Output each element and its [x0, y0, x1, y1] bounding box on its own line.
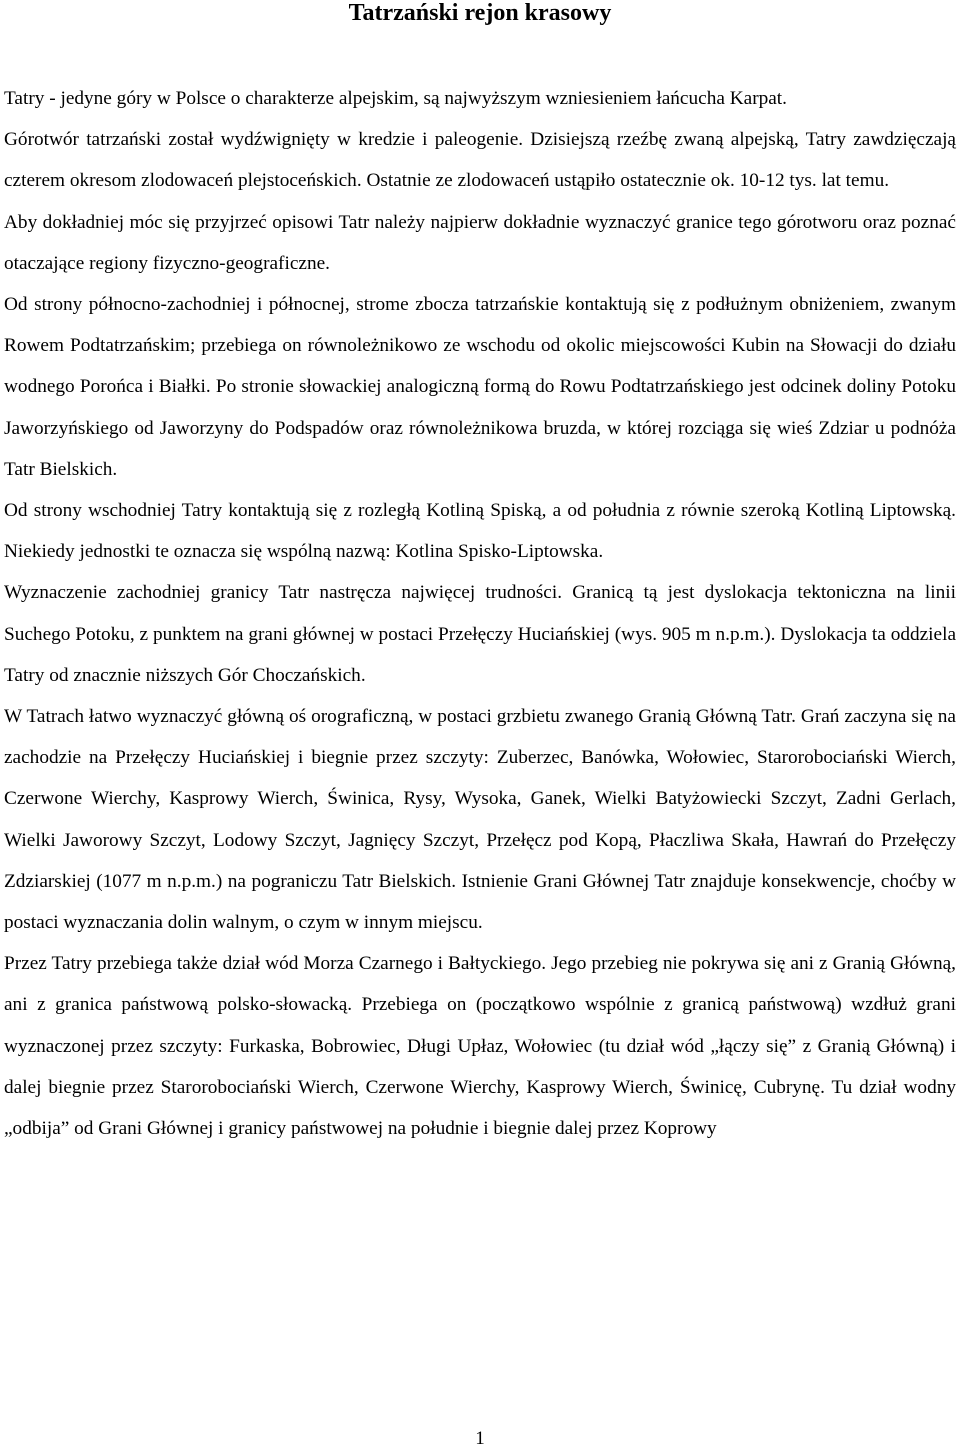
paragraph: Wyznaczenie zachodniej granicy Tatr nastręcza najwięcej trudności. Granicą tą jest dyslokacja tektoniczna na linii Suchego Potoku, z punktem na grani głównej w postaci Przełęczy Huciańskiej (wys. 905 m n.p.m.). Dyslokacja ta oddziela Tatry od znacznie niższych Gór Choczańskich. — [4, 582, 956, 686]
paragraph: W Tatrach łatwo wyznaczyć główną oś orograficzną, w postaci grzbietu zwanego Granią Główną Tatr. Grań zaczyna się na zachodzie na Przełęczy Huciańskiej i biegnie przez szczyty: Zuberzec, Banówka, Wołowiec, Starorobociański Wierch, Czerwone Wierchy, Kasprowy Wierch, Świnica, Rysy, Wysoka, Ganek, Wielki Batyżowiecki Szczyt, Zadni Gerlach, Wielki Jaworowy Szczyt, Lodowy Szczyt, Jagnięcy Szczyt, Przełęcz pod Kopą, Płaczliwa Skała, Hawrań do Przełęczy Zdziarskiej (1077 m n.p.m.) na pograniczu Tatr Bielskich. Istnienie Grani Głównej Tatr znajduje konsekwencje, choćby w postaci wyznaczania dolin walnym, o czym w innym miejscu. — [4, 706, 956, 934]
paragraph: Aby dokładniej móc się przyjrzeć opisowi Tatr należy najpierw dokładnie wyznaczyć granice tego górotworu oraz poznać otaczające regiony fizyczno-geograficzne. — [4, 211, 956, 274]
page-number: 1 — [475, 1428, 485, 1449]
paragraph: Od strony północno-zachodniej i północnej, strome zbocza tatrzańskie kontaktują się z podłużnym obniżeniem, zwanym Rowem Podtatrzańskim; przebiega on równoleżnikowo ze wschodu od okolic miejscowości Kubin na Słowacji do działu wodnego Porońca i Białki. Po stronie słowackiej analogiczną formą do Rowu Podtatrzańskiego jest odcinek doliny Potoku Jaworzyńskiego od Jaworzyny do Podspadów oraz równoleżnikowa bruzda, w której rozciąga się wieś Zdziar u podnóża Tatr Bielskich. — [4, 294, 956, 480]
paragraph: Przez Tatry przebiega także dział wód Morza Czarnego i Bałtyckiego. Jego przebieg nie pokrywa się ani z Granią Główną, ani z granica państwową polsko-słowacką. Przebiega on (początkowo wspólnie z granicą państwową) wzdłuż grani wyznaczonej przez szczyty: Furkaska, Bobrowiec, Długi Upłaz, Wołowiec (tu dział wód „łączy się” z Granią Główną) i dalej biegnie przez Starorobociański Wierch, Czerwone Wierchy, Kasprowy Wierch, Świnicę, Cubrynę. Tu dział wodny „odbija” od Grani Głównej i granicy państwowej na południe i biegnie dalej przez Koprowy — [4, 953, 956, 1140]
paragraph: Od strony wschodniej Tatry kontaktują się z rozległą Kotliną Spiską, a od południa z równie szeroką Kotliną Liptowską. Niekiedy jednostki te oznacza się wspólną nazwą: Kotlina Spisko-Liptowska. — [4, 500, 956, 563]
document-title: Tatrzański rejon krasowy — [348, 0, 612, 26]
paragraph: Tatry - jedyne góry w Polsce o charakterze alpejskim, są najwyższym wzniesieniem łańcucha Karpat. — [4, 88, 787, 109]
paragraph: Górotwór tatrzański został wydźwignięty w kredzie i paleogenie. Dzisiejszą rzeźbę zwaną alpejską, Tatry zawdzięczają czterem okresom zlodowaceń plejstoceńskich. Ostatnie ze zlodowaceń ustąpiło ostatecznie ok. 10-12 tys. lat temu. — [4, 129, 956, 192]
document-body — [4, 78, 956, 1149]
